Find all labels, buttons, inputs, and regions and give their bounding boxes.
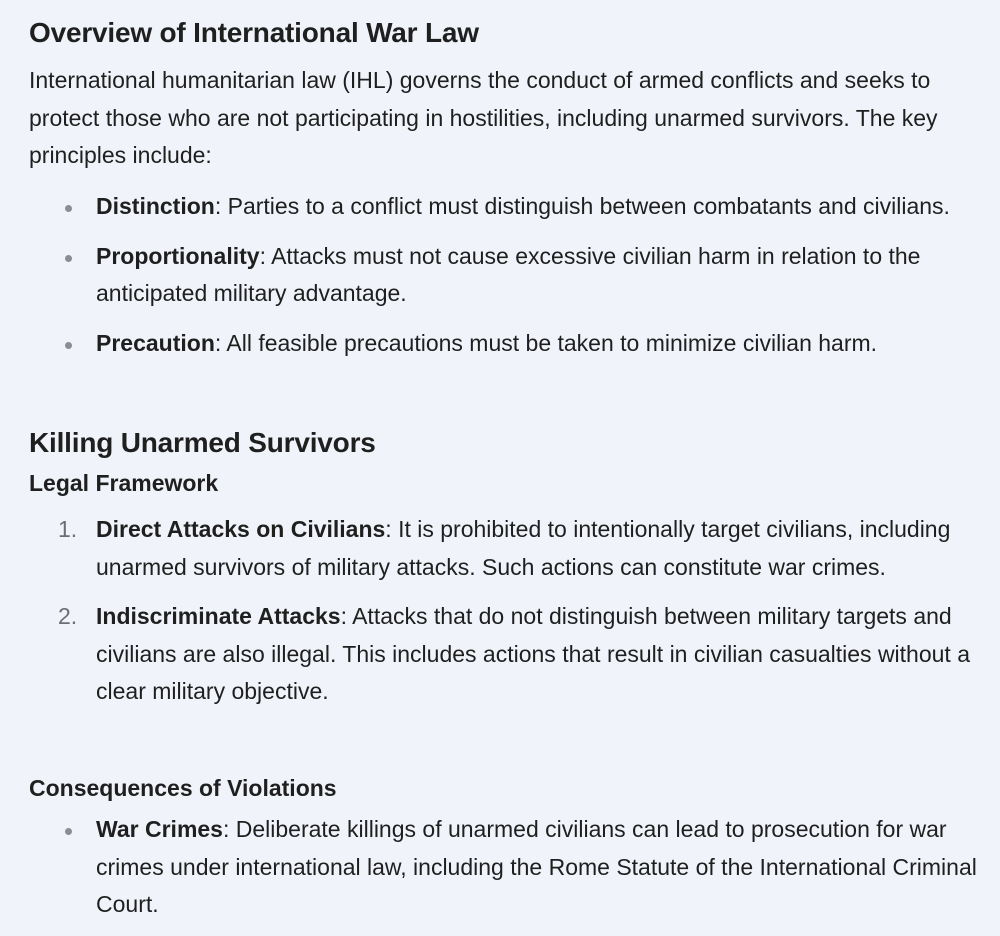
item-term: War Crimes bbox=[96, 816, 223, 842]
item-term: Direct Attacks on Civilians bbox=[96, 516, 386, 542]
bullet-icon bbox=[65, 828, 72, 835]
principle-text: : Parties to a conflict must distinguish between combatants and civilians. bbox=[214, 193, 950, 219]
item-term: Indiscriminate Attacks bbox=[96, 603, 341, 629]
list-item bbox=[29, 325, 979, 363]
legal-framework-list bbox=[29, 511, 979, 711]
bullet-icon bbox=[65, 205, 72, 212]
list-number: 1. bbox=[58, 516, 78, 542]
consequences-list bbox=[29, 811, 979, 924]
principle-term: Proportionality bbox=[96, 242, 260, 269]
principles-list bbox=[29, 188, 979, 362]
list-item bbox=[29, 598, 979, 711]
list-number: 2. bbox=[58, 603, 78, 629]
list-item bbox=[29, 811, 979, 924]
section-title-overview: Overview of International War Law bbox=[29, 17, 479, 48]
subheading-consequences: Consequences of Violations bbox=[29, 775, 337, 801]
list-item bbox=[29, 238, 979, 313]
item-text: : It is prohibited to intentionally target civilians, including unarmed survivors of military attacks. Such actions can constitute war crimes. bbox=[96, 516, 951, 580]
principle-text: : Attacks must not cause excessive civilian harm in relation to the anticipated military advantage. bbox=[96, 242, 921, 306]
list-item bbox=[29, 511, 979, 586]
principle-text: : All feasible precautions must be taken to minimize civilian harm. bbox=[214, 329, 878, 356]
list-item bbox=[29, 188, 979, 226]
item-text: : Deliberate killings of unarmed civilians can lead to prosecution for war crimes under international law, including the Rome Statute of the International Criminal Court. bbox=[96, 816, 977, 917]
bullet-icon bbox=[65, 342, 72, 349]
intro-paragraph: International humanitarian law (IHL) governs the conduct of armed conflicts and seeks to protect those who are not participating in hostilities, including unarmed survivors. The key principles include: bbox=[29, 67, 938, 168]
section-title-killing-unarmed-survivors: Killing Unarmed Survivors bbox=[29, 427, 376, 458]
principle-term: Distinction bbox=[96, 193, 215, 219]
bullet-icon bbox=[65, 255, 72, 262]
principle-term: Precaution bbox=[96, 329, 215, 356]
subheading-legal-framework: Legal Framework bbox=[29, 470, 219, 496]
item-text: : Attacks that do not distinguish between military targets and civilians are also illegal. This includes actions that result in civilian casualties without a clear military objective. bbox=[96, 603, 970, 704]
